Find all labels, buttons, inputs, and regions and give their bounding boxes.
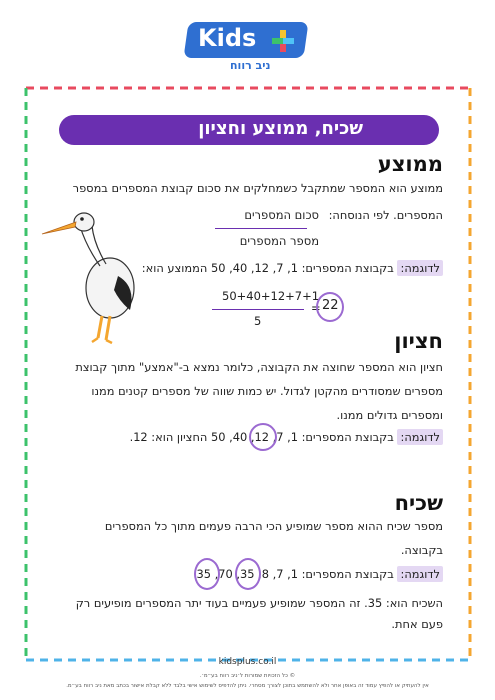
kidsplus-logo (186, 22, 310, 72)
mode-line3: השכיח הוא: 35. זה המספר שמופיע פעמיים בעוד יתר המספרים מופיעים רק (75, 596, 443, 610)
mode-circle-second (235, 558, 261, 590)
mean-line2: המספרים. לפי הנוסחה: (328, 208, 443, 222)
mode-example-text: בקבוצת המספרים: 1, 7, 8, 35, 70, 35 (196, 567, 394, 581)
formula-numerator: סכום המספרים (244, 208, 319, 222)
footer-copyright: © כל הזכויות שמורות ל׳ניב רווח בע״מ׳. (199, 673, 296, 679)
mode-line4: פעם אחת. (391, 617, 443, 631)
mean-example (142, 256, 443, 280)
mode-example-tag: לדוגמה: (397, 566, 443, 582)
calc-denominator: 5 (254, 314, 262, 328)
mode-heading: שכיח (394, 491, 443, 515)
mean-line1: ממוצע הוא המספר שמתקבל כשמחלקים את סכום קבוצת המספרים במספר (72, 181, 443, 195)
mode-example (196, 562, 443, 586)
title-bar (59, 115, 439, 145)
median-example-tag: לדוגמה: (397, 429, 443, 445)
median-example (130, 425, 443, 449)
mode-line2: בקבוצה. (400, 543, 443, 557)
logo-subtitle: ניב רווח (230, 59, 271, 72)
mean-example-text: בקבוצת המספרים: 1, 7, 12, 40, 50 הממוצע הוא: (141, 261, 394, 275)
median-line2: מספרים שמסודרים מהקטן לגדול. יש כמות שווה של מספרים קטנים ממנו (91, 384, 443, 398)
page-title: שכיח, ממוצע וחציון (198, 118, 363, 139)
mode-line1: מספר שכיח ההוא מספר שמופיע הכי הרבה פעמים מתוך כל המספרים (104, 519, 443, 533)
mean-heading: ממוצע (377, 152, 443, 176)
formula-denominator: מספר המספרים (239, 234, 319, 248)
calc-numerator: 50+40+12+7+1 (222, 289, 320, 303)
formula-fraction-line (215, 228, 307, 229)
footer-disclaimer: אין להעתיק או להפיץ עמוד זה באופן אחר ולא להשתמש בתוכן לצורך מסחרי. ניתן להדפיס לשימוש אישי בלבד ללא קבלת אישור בכתב מאת ניב רווח בע״מ. (66, 683, 429, 689)
median-line1: חציון הוא המספר שחוצה את הקבוצה, כלומר נמצא ב-"אמצע" מתוך קבוצת (75, 360, 443, 374)
logo-word: Kids (198, 24, 257, 52)
calc-fraction-line (212, 309, 304, 310)
median-heading: חציון (394, 329, 443, 353)
median-example-text: בקבוצת המספרים: 1, 7, 12, 40, 50 החציון הוא: 12. (129, 430, 394, 444)
plus-icon (272, 30, 294, 52)
median-line3: ומספרים גדולים ממנו. (336, 408, 443, 422)
median-highlight-circle (249, 423, 277, 451)
footer-site-link[interactable]: kidsplus.co.il (218, 657, 277, 667)
calc-equals: = (311, 301, 321, 315)
mean-result: 22 (322, 298, 339, 313)
mode-circle-first (194, 558, 220, 590)
mean-example-tag: לדוגמה: (397, 260, 443, 276)
stork-illustration (40, 206, 140, 346)
